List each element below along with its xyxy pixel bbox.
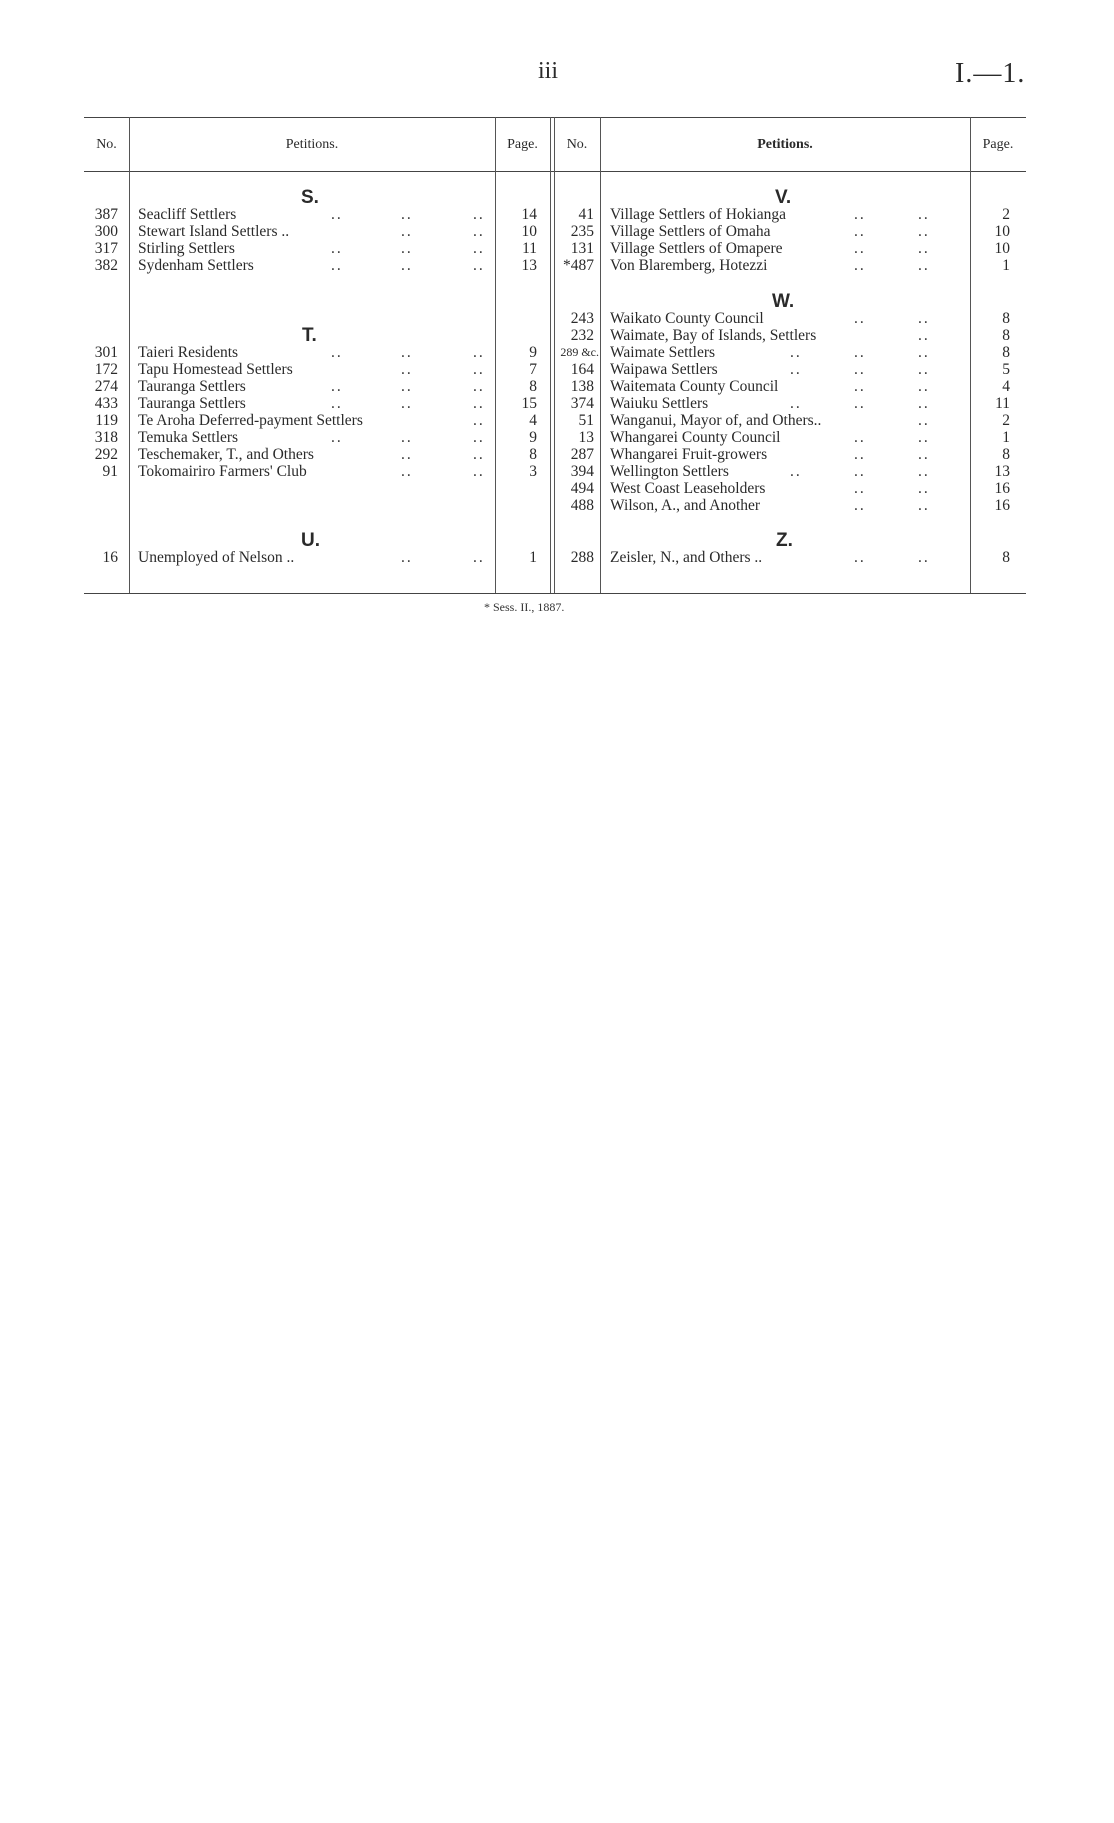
table-top-rule bbox=[84, 117, 1026, 118]
table-row: 164 Waipawa Settlers .. .. .. 5 bbox=[570, 361, 1010, 378]
header-rule bbox=[84, 171, 1026, 172]
table-row: 16 Unemployed of Nelson .. .. .. 1 bbox=[102, 549, 537, 566]
section-letter-v: V. bbox=[775, 187, 792, 208]
table-row: 235 Village Settlers of Omaha .. .. 10 bbox=[570, 223, 1010, 240]
header-no-right: No. bbox=[566, 137, 588, 152]
table-row: 289 &c. Waimate Settlers .. .. .. 8 bbox=[560, 344, 1010, 361]
section-letter-z: Z. bbox=[776, 530, 793, 551]
table-row: 317 Stirling Settlers .. .. .. 11 bbox=[94, 240, 537, 257]
table-row: 287 Whangarei Fruit-growers .. .. 8 bbox=[570, 446, 1010, 463]
page-number: iii bbox=[538, 58, 559, 84]
section-letter-s: S. bbox=[301, 187, 319, 208]
section-letter-t: T. bbox=[302, 325, 317, 346]
header-petitions-right: Petitions. bbox=[757, 137, 813, 152]
section-letter-w: W. bbox=[772, 291, 795, 312]
table-row: 131 Village Settlers of Omapere .. .. 10 bbox=[570, 240, 1010, 257]
table-row: 119 Te Aroha Deferred-payment Settlers .. 4 bbox=[95, 412, 537, 429]
section-letter-u: U. bbox=[301, 530, 320, 551]
table-row: 494 West Coast Leaseholders .. .. 16 bbox=[570, 480, 1010, 497]
table-row: 374 Waiuku Settlers .. .. .. 11 bbox=[570, 395, 1010, 412]
table-row: 243 Waikato County Council .. .. 8 bbox=[570, 310, 1010, 327]
table-row: 387 Seacliff Settlers .. .. .. 14 bbox=[94, 206, 537, 223]
header-no-left: No. bbox=[96, 137, 117, 152]
table-row: 318 Temuka Settlers .. .. .. 9 bbox=[94, 429, 537, 446]
table-row: 232 Waimate, Bay of Islands, Settlers .. 8 bbox=[570, 327, 1010, 344]
table-row: 274 Tauranga Settlers .. .. .. 8 bbox=[94, 378, 537, 395]
table-row: 91 Tokomairiro Farmers' Club .. .. 3 bbox=[102, 463, 537, 480]
table-row: 382 Sydenham Settlers .. .. .. 13 bbox=[94, 257, 537, 274]
table-row: 301 Taieri Residents .. .. .. 9 bbox=[94, 344, 537, 361]
document-code: I.—1. bbox=[955, 58, 1026, 89]
table-row: 394 Wellington Settlers .. .. .. 13 bbox=[570, 463, 1010, 480]
table-row: 300 Stewart Island Settlers .. .. .. 10 bbox=[94, 223, 537, 240]
table-row: 288 Zeisler, N., and Others .. .. .. 8 bbox=[570, 549, 1010, 566]
table-row: 292 Teschemaker, T., and Others .. .. 8 bbox=[94, 446, 537, 463]
table-row: 433 Tauranga Settlers .. .. .. 15 bbox=[94, 395, 537, 412]
table-row: 41 Village Settlers of Hokianga .. .. 2 bbox=[578, 206, 1010, 223]
table-row: 138 Waitemata County Council .. .. 4 bbox=[570, 378, 1010, 395]
header-petitions-left: Petitions. bbox=[285, 137, 339, 152]
table-row: 51 Wanganui, Mayor of, and Others.. .. 2 bbox=[578, 412, 1010, 429]
footnote: * Sess. II., 1887. bbox=[484, 600, 565, 614]
table-row: 172 Tapu Homestead Settlers .. .. 7 bbox=[94, 361, 537, 378]
table-row: *487 Von Blaremberg, Hotezzi .. .. 1 bbox=[563, 257, 1010, 274]
table-row: 13 Whangarei County Council .. .. 1 bbox=[578, 429, 1010, 446]
header-page-left: Page. bbox=[507, 137, 538, 152]
petitions-index-table bbox=[84, 117, 1026, 595]
table-row: 488 Wilson, A., and Another .. .. 16 bbox=[570, 497, 1010, 514]
table-bottom-rule bbox=[84, 593, 1026, 594]
header-page-right: Page. bbox=[982, 137, 1014, 152]
